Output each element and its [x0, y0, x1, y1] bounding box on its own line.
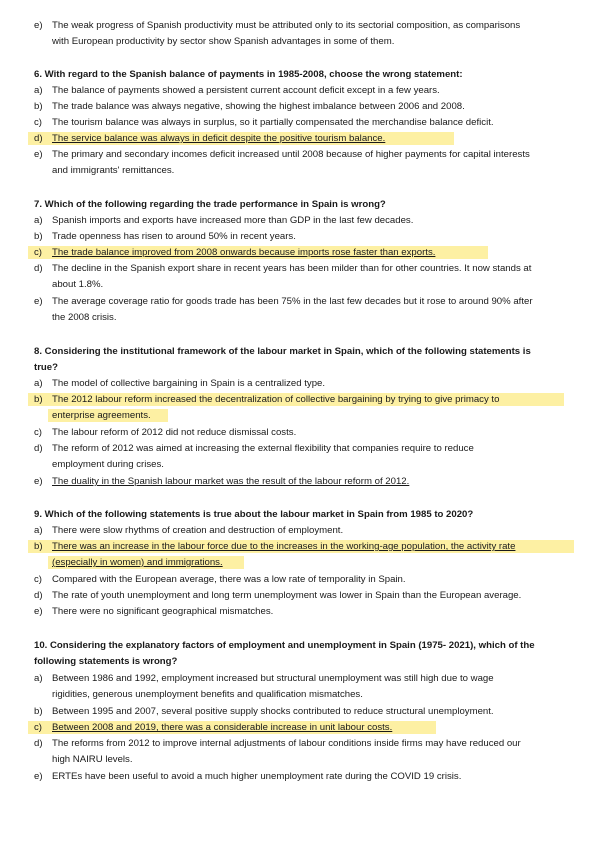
option-letter: a): [34, 215, 43, 226]
option-letter: e): [34, 20, 43, 31]
option-text-line1: The reform of 2012 was aimed at increasing the external flexibility that companies require to reduce: [52, 443, 474, 454]
q6-option-d: [34, 131, 582, 147]
option-text-line1: The reforms from 2012 to improve internal adjustments of labour conditions inside firms may have reduced our: [52, 738, 521, 749]
q8-title: [34, 344, 582, 376]
q6-title: 6. With regard to the Spanish balance of payments in 1985-2008, choose the wrong statement:: [34, 69, 463, 80]
option-text-line1: The decline in the Spanish export share in recent years has been milder than for other countries. It now stands at: [52, 263, 532, 274]
q6-option-c: [34, 115, 582, 131]
q10-title-line2: following statements is wrong?: [34, 656, 178, 667]
option-letter: a): [34, 673, 43, 684]
option-text-line2: and immigrants' remittances.: [52, 165, 175, 176]
option-text: The trade balance was always negative, showing the highest imbalance between 2006 and 2008.: [52, 101, 465, 112]
q9-title: 9. Which of the following statements is true about the labour market in Spain from 1985 to 2020?: [34, 509, 474, 520]
option-text: The tourism balance was always in surplus, so it partially compensated the merchandise balance deficit.: [52, 117, 494, 128]
option-text: The rate of youth unemployment and long term unemployment was lower in Spain than the European average.: [52, 590, 522, 601]
option-text-line2: about 1.8%.: [52, 279, 104, 290]
option-text-answer: The service balance was always in deficit despite the positive tourism balance.: [52, 133, 386, 144]
q10-option-e: [34, 769, 582, 785]
option-letter: c): [34, 247, 42, 258]
option-text: Between 1995 and 2007, several positive supply shocks contributed to reduce structural unemployment.: [52, 706, 494, 717]
q7-title: 7. Which of the following regarding the trade performance in Spain is wrong?: [34, 199, 386, 210]
q7-option-d: [34, 261, 582, 293]
option-text-line1: The 2012 labour reform increased the decentralization of collective bargaining by trying to give primacy to: [52, 394, 500, 405]
option-text-line2: with European productivity by sector show Spanish advantages in some of them.: [52, 36, 395, 47]
option-letter: e): [34, 149, 43, 160]
option-letter: b): [34, 541, 43, 552]
option-text-line1: The primary and secondary incomes deficit increased until 2008 because of higher payments for capital interests: [52, 149, 530, 160]
option-text: Compared with the European average, there was a low rate of temporality in Spain.: [52, 574, 406, 585]
option-letter: a): [34, 378, 43, 389]
q9-option-b: [34, 539, 582, 571]
option-text: ERTEs have been useful to avoid a much higher unemployment rate during the COVID 19 crisis.: [52, 771, 462, 782]
q7-option-a: [34, 213, 582, 229]
option-text-line2: (especially in women) and immigrations.: [52, 557, 223, 568]
option-letter: c): [34, 117, 42, 128]
q7-option-e: [34, 294, 582, 326]
option-letter: e): [34, 771, 43, 782]
option-text-answer: Between 2008 and 2019, there was a considerable increase in unit labour costs.: [52, 722, 393, 733]
option-text: There were slow rhythms of creation and destruction of employment.: [52, 525, 344, 536]
option-letter: c): [34, 427, 42, 438]
option-text-line1: There was an increase in the labour force due to the increases in the working-age population, the activity rate: [52, 541, 516, 552]
q10-option-b: [34, 704, 582, 720]
option-letter: c): [34, 574, 42, 585]
option-letter: b): [34, 706, 43, 717]
option-letter: d): [34, 133, 43, 144]
option-text: There were no significant geographical mismatches.: [52, 606, 274, 617]
option-letter: d): [34, 738, 43, 749]
option-letter: e): [34, 296, 43, 307]
q10-title: [34, 638, 582, 670]
option-text-line2: enterprise agreements.: [52, 410, 151, 421]
q8-option-a: [34, 376, 582, 392]
option-text: Spanish imports and exports have increased more than GDP in the last few decades.: [52, 215, 414, 226]
option-letter: a): [34, 85, 43, 96]
option-letter: a): [34, 525, 43, 536]
option-letter: b): [34, 101, 43, 112]
option-text-line2: the 2008 crisis.: [52, 312, 117, 323]
q8-title-line2: true?: [34, 362, 58, 373]
option-text: The labour reform of 2012 did not reduce dismissal costs.: [52, 427, 297, 438]
q6-option-a: [34, 83, 582, 99]
q7-option-b: [34, 229, 582, 245]
option-text-line2: employment during crises.: [52, 459, 164, 470]
option-text-line2: high NAIRU levels.: [52, 754, 133, 765]
option-letter: e): [34, 606, 43, 617]
q9-option-c: [34, 572, 582, 588]
q8-option-b: [34, 392, 582, 424]
q8-title-line1: 8. Considering the institutional framework of the labour market in Spain, which of the following statements is: [34, 346, 531, 357]
q8-option-e: [34, 474, 582, 490]
option-text: The model of collective bargaining in Spain is a centralized type.: [52, 378, 326, 389]
option-letter: b): [34, 231, 43, 242]
q6-option-b: [34, 99, 582, 115]
option-letter: e): [34, 476, 43, 487]
q8-option-d: [34, 441, 582, 473]
option-letter: d): [34, 263, 43, 274]
q9-option-e: [34, 604, 582, 620]
option-text-line1: The average coverage ratio for goods trade has been 75% in the last few decades but it rose to around 90% after: [52, 296, 533, 307]
q10-option-a: [34, 671, 582, 703]
option-letter: d): [34, 590, 43, 601]
option-letter: d): [34, 443, 43, 454]
option-text-answer: The trade balance improved from 2008 onwards because imports rose faster than exports.: [52, 247, 436, 258]
q10-option-d: [34, 736, 582, 768]
option-letter: b): [34, 394, 43, 405]
option-text: The balance of payments showed a persistent current account deficit except in a few years.: [52, 85, 440, 96]
option-text-line1: The weak progress of Spanish productivity must be attributed only to its sectorial composition, as comparisons: [52, 20, 521, 31]
option-letter: c): [34, 722, 42, 733]
option-text-line2: rigidities, generous unemployment benefits and qualification mismatches.: [52, 689, 363, 700]
option-text-line1: Between 1986 and 1992, employment increased but structural unemployment was still high due to wage: [52, 673, 494, 684]
q10-title-line1: 10. Considering the explanatory factors of employment and unemployment in Spain (1975- 2021), which of the: [34, 640, 535, 651]
q7-option-c: [34, 245, 582, 261]
q9-option-a: [34, 523, 582, 539]
q5-option-e: [34, 18, 582, 50]
option-text: Trade openness has risen to around 50% in recent years.: [52, 231, 296, 242]
q9-option-d: [34, 588, 582, 604]
option-text: The duality in the Spanish labour market was the result of the labour reform of 2012.: [52, 476, 410, 487]
q8-option-c: [34, 425, 582, 441]
q6-option-e: [34, 147, 582, 179]
q10-option-c: [34, 720, 582, 736]
